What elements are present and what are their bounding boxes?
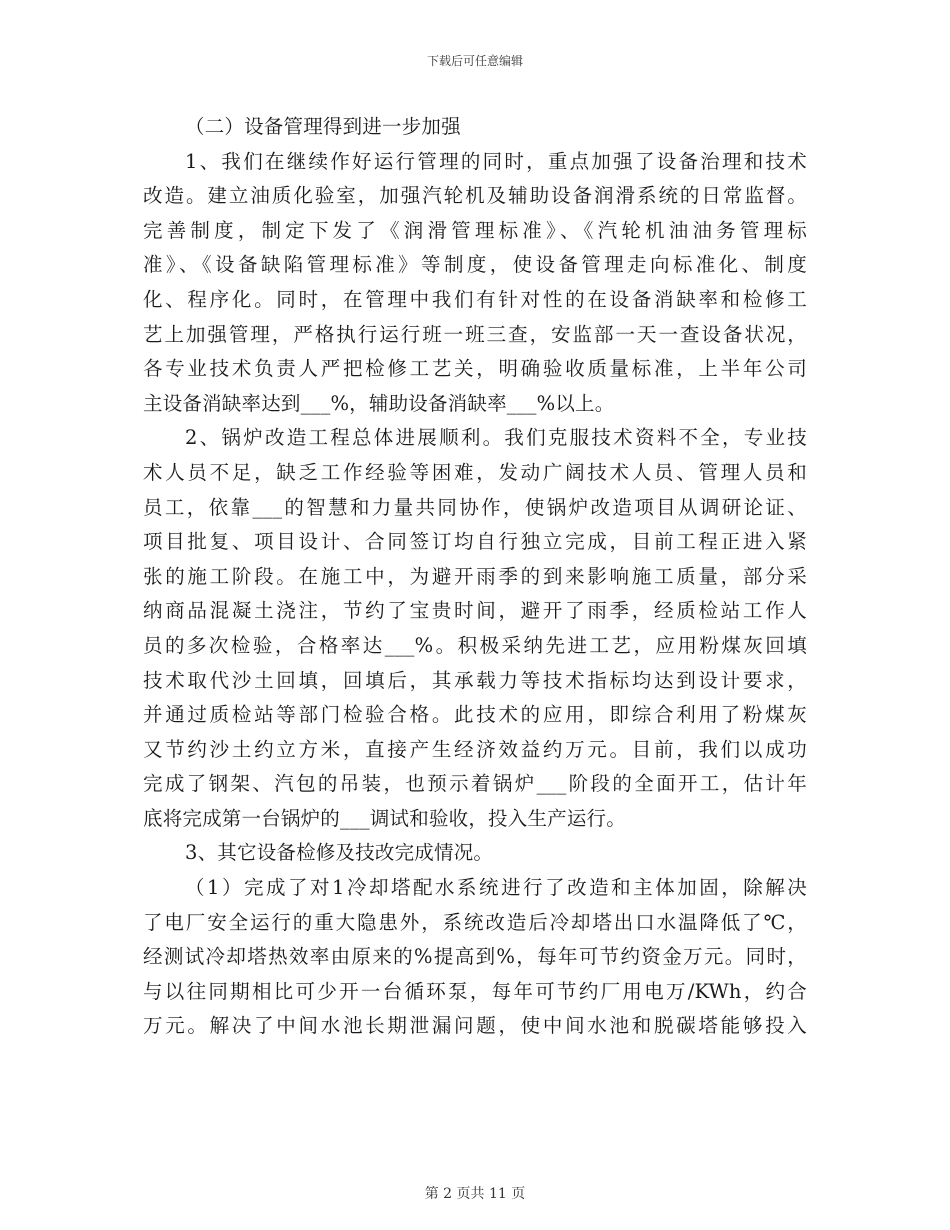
text-line: 员的多次检验，合格率达___%。积极采纳先进工艺，应用粉煤灰回填: [143, 633, 807, 657]
text-line: 艺上加强管理，严格执行运行班一班三查，安监部一天一查设备状况，: [143, 322, 807, 346]
text-line: 项目批复、项目设计、合同签订均自行独立完成，目前工程正进入紧: [143, 530, 807, 554]
text-line: 完善制度，制定下发了《润滑管理标准》、《汽轮机油油务管理标: [143, 218, 807, 242]
page-header: 下载后可任意编辑: [426, 54, 523, 68]
text-line: 张的施工阶段。在施工中，为避开雨季的到来影响施工质量，部分采: [143, 564, 807, 588]
text-line: 员工，依靠___的智慧和力量共同协作，使锅炉改造项目从调研论证、: [143, 495, 807, 519]
text-line: 与以往同期相比可少开一台循环泵，每年可节约厂用电万/KWh，约合: [143, 979, 807, 1003]
text-line: 完成了钢架、汽包的吊装，也预示着锅炉___阶段的全面开工，估计年: [143, 772, 807, 796]
text-line: 底将完成第一台锅炉的___调试和验收，投入生产运行。: [143, 806, 626, 830]
text-line: 术人员不足，缺乏工作经验等困难，发动广阔技术人员、管理人员和: [143, 460, 807, 484]
text-line: 准》、《设备缺陷管理标准》等制度，使设备管理走向标准化、制度: [143, 253, 807, 277]
page-footer: 第 2 页共 11 页: [424, 1186, 526, 1202]
text-line: 技术取代沙土回填，回填后，其承载力等技术指标均达到设计要求，: [143, 668, 807, 692]
text-line: 了电厂安全运行的重大隐患外，系统改造后冷却塔出口水温降低了℃，: [143, 910, 807, 934]
section-heading: （二）设备管理得到进一步加强: [185, 115, 461, 138]
text-line: 经测试冷却塔热效率由原来的%提高到%，每年可节约资金万元。同时，: [143, 945, 807, 969]
text-line: 又节约沙土约立方米，直接产生经济效益约万元。目前，我们以成功: [143, 737, 807, 761]
text-line: 万元。解决了中间水池长期泄漏问题，使中间水池和脱碳塔能够投入: [143, 1014, 807, 1038]
text-line: 1、我们在继续作好运行管理的同时，重点加强了设备治理和技术: [185, 149, 807, 173]
text-line: 改造。建立油质化验室，加强汽轮机及辅助设备润滑系统的日常监督。: [143, 184, 807, 208]
text-line: 并通过质检站等部门检验合格。此技术的应用，即综合利用了粉煤灰: [143, 703, 807, 727]
text-line: 化、程序化。同时，在管理中我们有针对性的在设备消缺率和检修工: [143, 287, 807, 311]
text-line: 各专业技术负责人严把检修工艺关，明确验收质量标准，上半年公司: [143, 357, 807, 381]
text-line: 主设备消缺率达到___%，辅助设备消缺率___%以上。: [143, 391, 615, 415]
text-line: 纳商品混凝土浇注，节约了宝贵时间，避开了雨季，经质检站工作人: [143, 599, 807, 623]
text-line: （1）完成了对1冷却塔配水系统进行了改造和主体加固，除解决: [185, 876, 807, 900]
document-body: [143, 110, 807, 1044]
text-line: 2、锅炉改造工程总体进展顺利。我们克服技术资料不全，专业技: [185, 426, 807, 450]
section-heading: 3、其它设备检修及技改完成情况。: [185, 841, 494, 865]
